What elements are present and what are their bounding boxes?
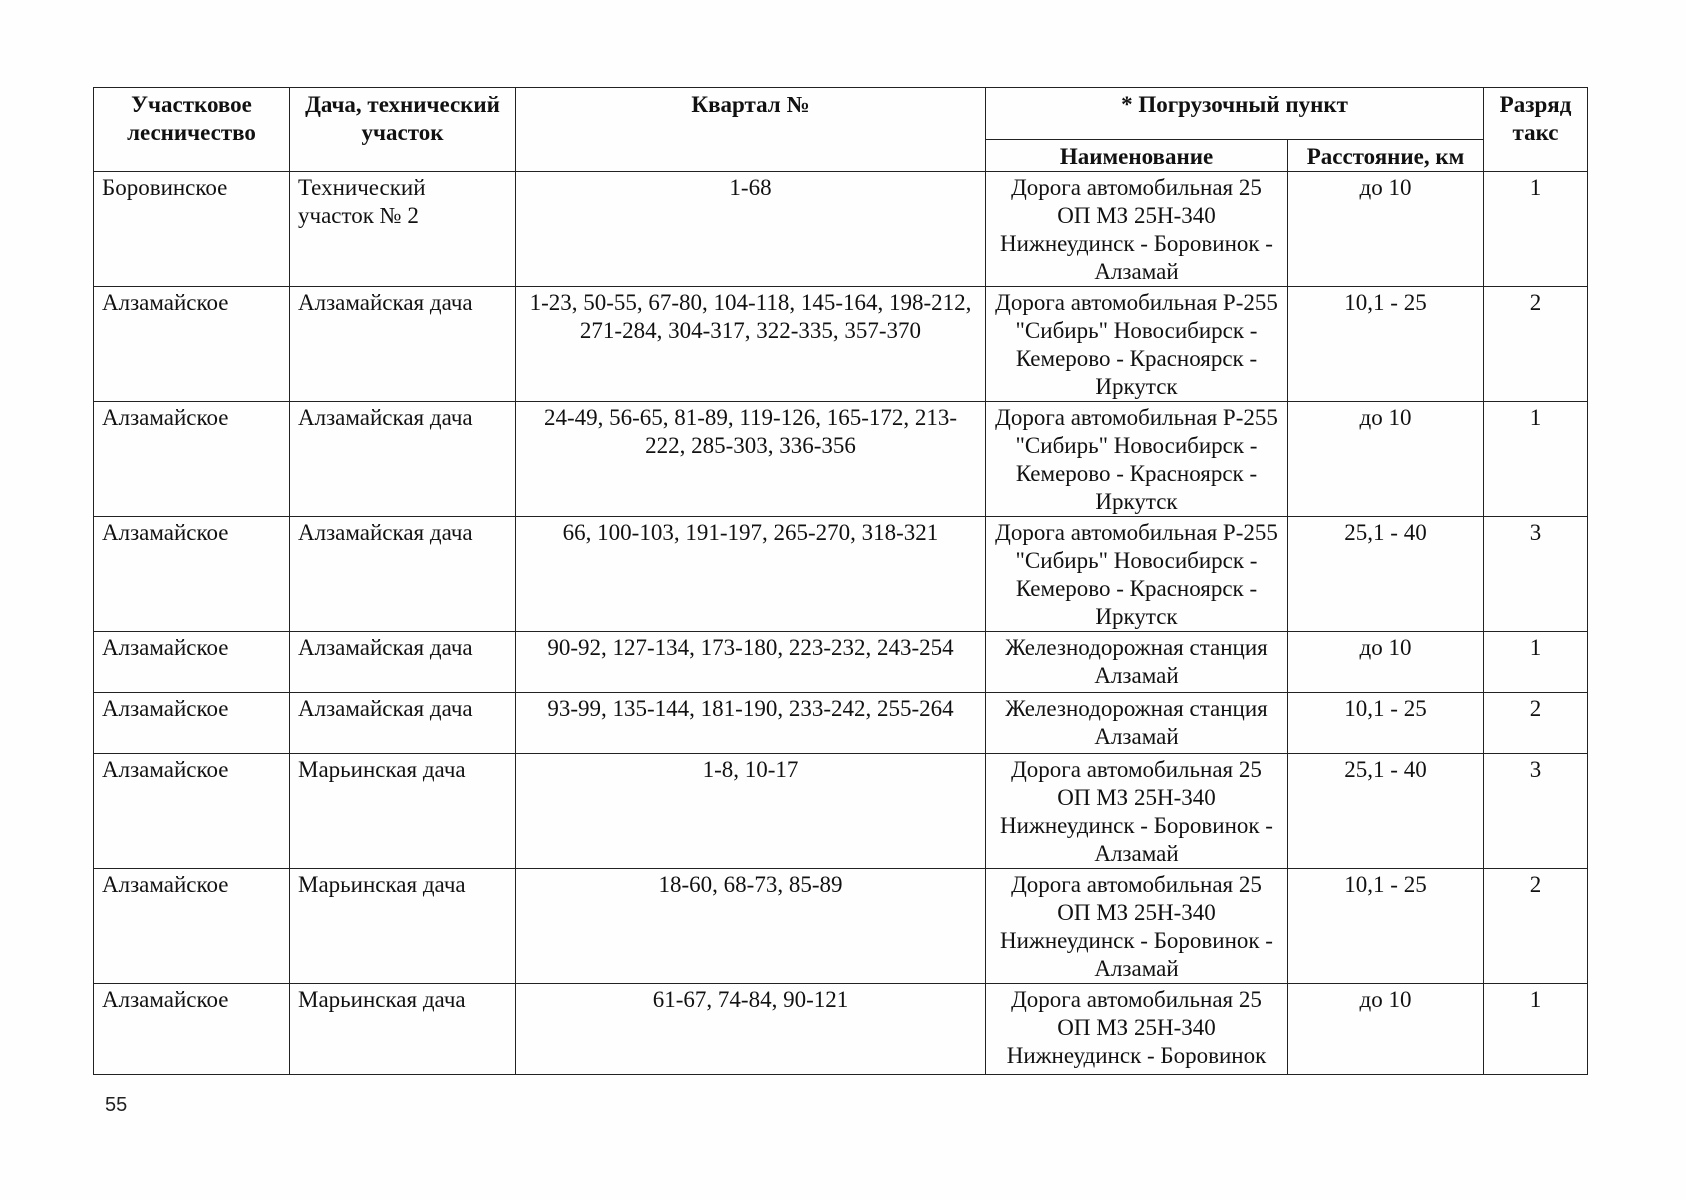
cell-forestry: Алзамайское [94, 517, 290, 632]
table-row [94, 869, 1588, 984]
cell-name: Дорога автомобильная Р-255 "Сибирь" Новосибирск - Кемерово - Красноярск - Иркутск [986, 287, 1288, 402]
header-quarter: Квартал № [516, 88, 986, 172]
cell-name: Железнодорожная станция Алзамай [986, 632, 1288, 693]
cell-category: 3 [1484, 517, 1588, 632]
table-row [94, 754, 1588, 869]
cell-quarter: 1-8, 10-17 [516, 754, 986, 869]
cell-dacha: Алзамайская дача [290, 287, 516, 402]
table-row [94, 517, 1588, 632]
table-row [94, 287, 1588, 402]
cell-forestry: Алзамайское [94, 693, 290, 754]
cell-forestry: Алзамайское [94, 984, 290, 1075]
cell-distance: 10,1 - 25 [1288, 693, 1484, 754]
cell-category: 2 [1484, 287, 1588, 402]
cell-forestry: Алзамайское [94, 754, 290, 869]
cell-quarter: 24-49, 56-65, 81-89, 119-126, 165-172, 213-222, 285-303, 336-356 [516, 402, 986, 517]
cell-forestry: Алзамайское [94, 402, 290, 517]
cell-dacha: Марьинская дача [290, 754, 516, 869]
header-dacha: Дача, технический участок [290, 88, 516, 172]
cell-name: Железнодорожная станция Алзамай [986, 693, 1288, 754]
header-row-top [94, 88, 1588, 140]
table-row [94, 402, 1588, 517]
cell-name: Дорога автомобильная Р-255 "Сибирь" Новосибирск - Кемерово - Красноярск - Иркутск [986, 402, 1288, 517]
cell-distance: 10,1 - 25 [1288, 869, 1484, 984]
cell-name: Дорога автомобильная 25 ОП МЗ 25Н-340 Нижнеудинск - Боровинок [986, 984, 1288, 1075]
cell-dacha: Алзамайская дача [290, 402, 516, 517]
cell-distance: до 10 [1288, 632, 1484, 693]
header-tax-category: Разряд такс [1484, 88, 1588, 172]
cell-forestry: Алзамайское [94, 632, 290, 693]
cell-distance: до 10 [1288, 402, 1484, 517]
forestry-loading-points-table [93, 87, 1588, 1075]
cell-quarter: 66, 100-103, 191-197, 265-270, 318-321 [516, 517, 986, 632]
table-row [94, 172, 1588, 287]
cell-category: 1 [1484, 172, 1588, 287]
cell-distance: 25,1 - 40 [1288, 754, 1484, 869]
cell-dacha: Алзамайская дача [290, 632, 516, 693]
cell-quarter: 90-92, 127-134, 173-180, 223-232, 243-254 [516, 632, 986, 693]
cell-dacha: Технический участок № 2 [290, 172, 516, 287]
cell-category: 1 [1484, 984, 1588, 1075]
cell-quarter: 1-23, 50-55, 67-80, 104-118, 145-164, 198-212, 271-284, 304-317, 322-335, 357-370 [516, 287, 986, 402]
cell-name: Дорога автомобильная 25 ОП МЗ 25Н-340 Нижнеудинск - Боровинок - Алзамай [986, 869, 1288, 984]
cell-quarter: 61-67, 74-84, 90-121 [516, 984, 986, 1075]
cell-distance: до 10 [1288, 984, 1484, 1075]
cell-distance: 10,1 - 25 [1288, 287, 1484, 402]
table-row [94, 693, 1588, 754]
cell-dacha: Алзамайская дача [290, 693, 516, 754]
header-loading-point: * Погрузочный пункт [986, 88, 1484, 140]
cell-quarter: 18-60, 68-73, 85-89 [516, 869, 986, 984]
header-distance: Расстояние, км [1288, 140, 1484, 172]
cell-category: 3 [1484, 754, 1588, 869]
cell-distance: 25,1 - 40 [1288, 517, 1484, 632]
page-number: 55 [105, 1094, 128, 1116]
cell-forestry: Алзамайское [94, 869, 290, 984]
cell-dacha: Марьинская дача [290, 984, 516, 1075]
table-row [94, 632, 1588, 693]
cell-distance: до 10 [1288, 172, 1484, 287]
cell-forestry: Алзамайское [94, 287, 290, 402]
cell-category: 2 [1484, 869, 1588, 984]
cell-name: Дорога автомобильная 25 ОП МЗ 25Н-340 Нижнеудинск - Боровинок - Алзамай [986, 754, 1288, 869]
cell-name: Дорога автомобильная 25 ОП МЗ 25Н-340 Нижнеудинск - Боровинок - Алзамай [986, 172, 1288, 287]
header-forestry: Участковое лесничество [94, 88, 290, 172]
cell-name: Дорога автомобильная Р-255 "Сибирь" Новосибирск - Кемерово - Красноярск - Иркутск [986, 517, 1288, 632]
cell-category: 2 [1484, 693, 1588, 754]
cell-forestry: Боровинское [94, 172, 290, 287]
header-name: Наименование [986, 140, 1288, 172]
cell-quarter: 1-68 [516, 172, 986, 287]
table-row [94, 984, 1588, 1075]
cell-category: 1 [1484, 402, 1588, 517]
cell-dacha: Алзамайская дача [290, 517, 516, 632]
cell-quarter: 93-99, 135-144, 181-190, 233-242, 255-264 [516, 693, 986, 754]
cell-category: 1 [1484, 632, 1588, 693]
cell-dacha: Марьинская дача [290, 869, 516, 984]
